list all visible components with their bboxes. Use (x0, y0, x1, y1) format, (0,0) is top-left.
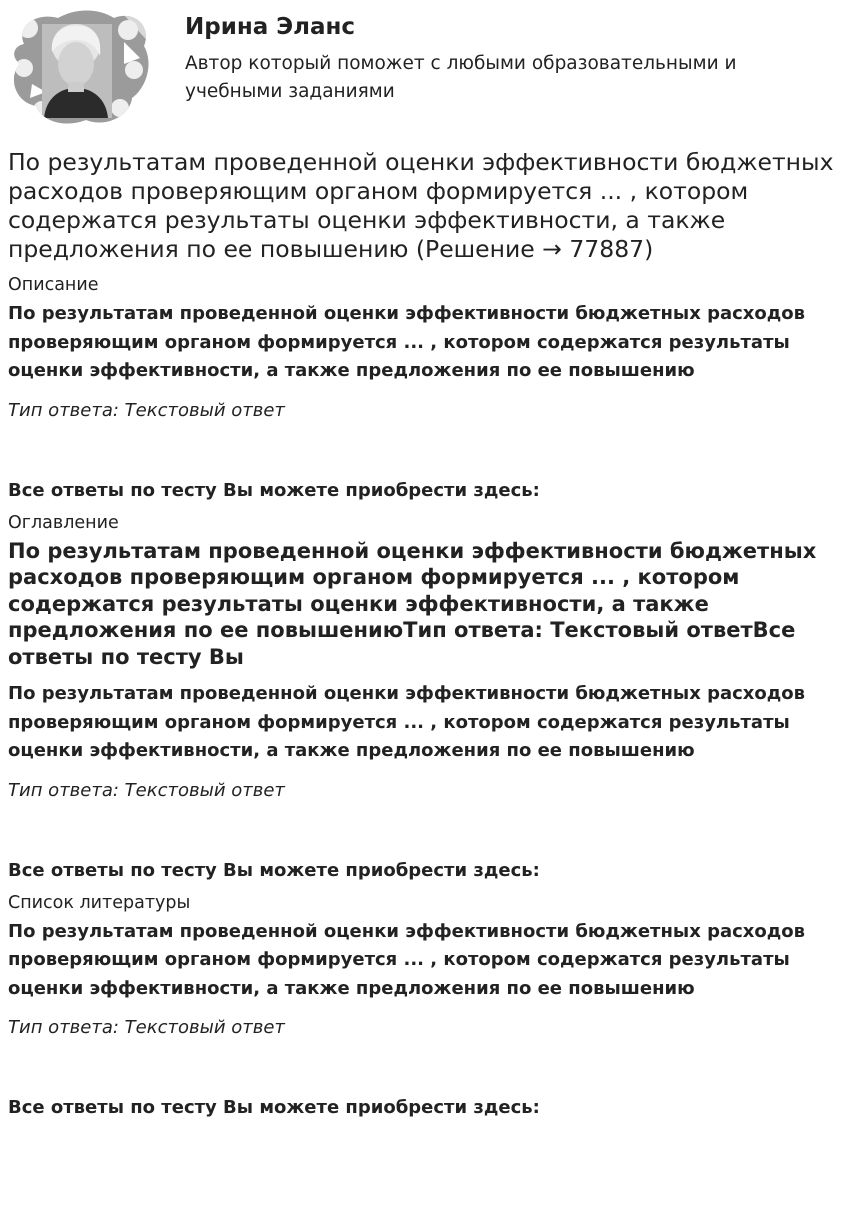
description-label: Описание (8, 275, 99, 295)
author-avatar-icon (6, 6, 152, 128)
literature-label: Список литературы (8, 892, 191, 913)
description-section (8, 274, 838, 502)
author-name: Ирина Эланс (185, 14, 356, 40)
toc-buy-text: Все ответы по тесту Вы можете приобрести здесь: (8, 859, 540, 881)
literature-answer-type: Тип ответа: Текстовый ответ (8, 1017, 285, 1038)
description-question: По результатам проведенной оценки эффективности бюджетных расходов проверяющим органом формируется ... , котором содержатся результаты оценки эффективности, а также предложения по ее повышению (8, 303, 806, 381)
author-header (0, 0, 847, 140)
toc-question: По результатам проведенной оценки эффективности бюджетных расходов проверяющим органом формируется ... , котором содержатся результаты оценки эффективности, а также предложения по ее повышению (8, 683, 806, 761)
literature-section (8, 892, 838, 1120)
literature-buy-text: Все ответы по тесту Вы можете приобрести здесь: (8, 1097, 540, 1118)
toc-heading: По результатам проведенной оценки эффективности бюджетных расходов проверяющим органом формируется ... , котором содержатся результаты оценки эффективности, а также предложения по ее повышениюТип ответа: Текстовый ответВсе ответы по тесту Вы (8, 538, 817, 669)
author-description: Автор который поможет с любыми образовательными и учебными заданиями (185, 53, 737, 102)
description-answer-type: Тип ответа: Текстовый ответ (8, 399, 285, 421)
toc-answer-type: Тип ответа: Текстовый ответ (8, 779, 285, 801)
toc-label: Оглавление (8, 512, 119, 533)
main-content (8, 148, 838, 1119)
page-title: По результатам проведенной оценки эффективности бюджетных расходов проверяющим органом формируется ... , котором содержатся результаты оценки эффективности, а также предложения по ее повышению (Решение → 77887) (8, 148, 834, 263)
literature-question: По результатам проведенной оценки эффективности бюджетных расходов проверяющим органом формируется ... , котором содержатся результаты оценки эффективности, а также предложения по ее повышению (8, 920, 806, 999)
toc-section (8, 512, 838, 882)
description-buy-text: Все ответы по тесту Вы можете приобрести здесь: (8, 479, 540, 501)
